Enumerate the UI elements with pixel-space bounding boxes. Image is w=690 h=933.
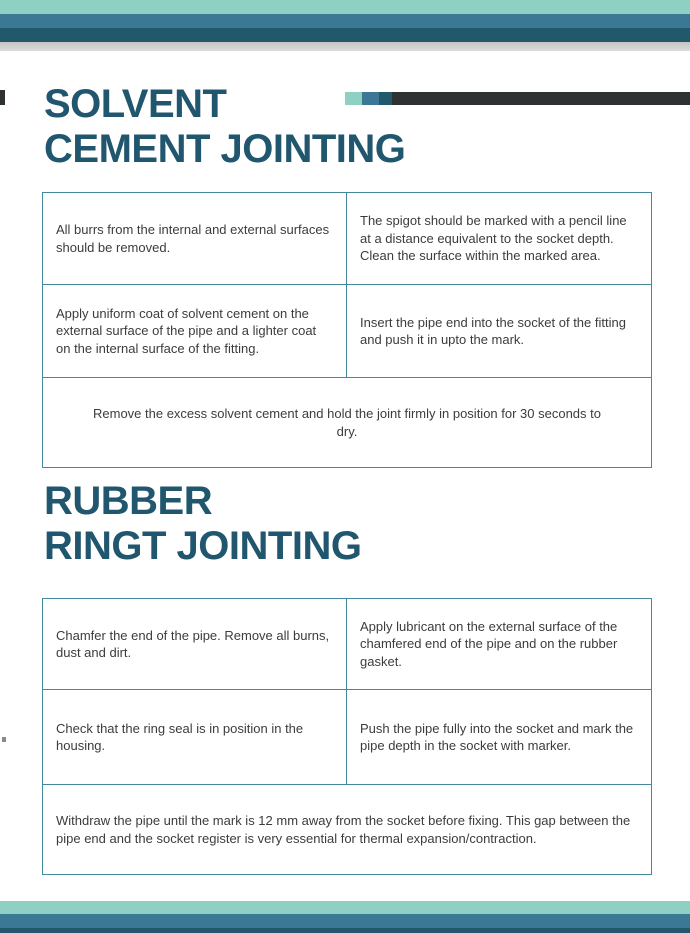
section-2-title	[44, 479, 361, 569]
table-cell: Push the pipe fully into the socket and mark the pipe depth in the socket with marker.	[360, 720, 634, 753]
bottom-stripe-steel-blue	[0, 914, 690, 928]
top-stripe-dark-teal	[0, 28, 690, 42]
table-row	[43, 690, 651, 785]
left-edge-dot	[2, 737, 6, 742]
table-cell: Check that the ring seal is in position in the housing.	[43, 690, 347, 784]
table-cell: Apply uniform coat of solvent cement on the external surface of the pipe and a lighter coat on the internal surface of the fitting.	[43, 285, 347, 377]
table-cell: The spigot should be marked with a pencil line at a distance equivalent to the socket depth. Clean the surface within the marked area.	[360, 213, 627, 264]
section-2-title-line2: RINGT JOINTING	[44, 524, 362, 568]
solvent-cement-jointing-table	[42, 192, 652, 468]
rubber-ring-jointing-table	[42, 598, 652, 875]
table-cell: Insert the pipe end into the socket of the fitting and push it in upto the mark.	[360, 314, 626, 347]
section-1-title-line2: CEMENT JOINTING	[44, 127, 406, 171]
table-cell: All burrs from the internal and external surfaces should be removed.	[43, 193, 347, 284]
table-cell-full-width: Remove the excess solvent cement and hold the joint firmly in position for 30 seconds to dry.	[93, 406, 601, 439]
top-stripe-steel-blue	[0, 14, 690, 28]
accent-square-mint	[345, 92, 362, 105]
table-cell: Chamfer the end of the pipe. Remove all burns, dust and dirt.	[43, 599, 347, 689]
table-row	[43, 599, 651, 690]
section-2-title-line1: RUBBER	[44, 479, 213, 523]
table-row	[43, 378, 651, 467]
top-stripe-gray-shadow	[0, 42, 690, 51]
left-edge-accent-block	[0, 90, 5, 105]
section-1-title-line1: SOLVENT	[44, 82, 227, 126]
accent-bar-charcoal	[392, 92, 690, 105]
table-row	[43, 285, 651, 378]
bottom-stripe-mint	[0, 901, 690, 914]
table-cell: Apply lubricant on the external surface of the chamfered end of the pipe and on the rubber gasket.	[360, 618, 618, 669]
accent-square-dark-teal	[379, 92, 392, 105]
accent-square-blue	[362, 92, 379, 105]
bottom-stripe-dark-teal	[0, 928, 690, 933]
top-stripe-mint	[0, 0, 690, 14]
title-accent-bar	[345, 92, 690, 105]
table-cell-full-width: Withdraw the pipe until the mark is 12 mm away from the socket before fixing. This gap between the pipe end and the socket register is very essential for thermal expansion/contraction.	[56, 813, 631, 846]
table-row	[43, 193, 651, 285]
table-row	[43, 785, 651, 874]
